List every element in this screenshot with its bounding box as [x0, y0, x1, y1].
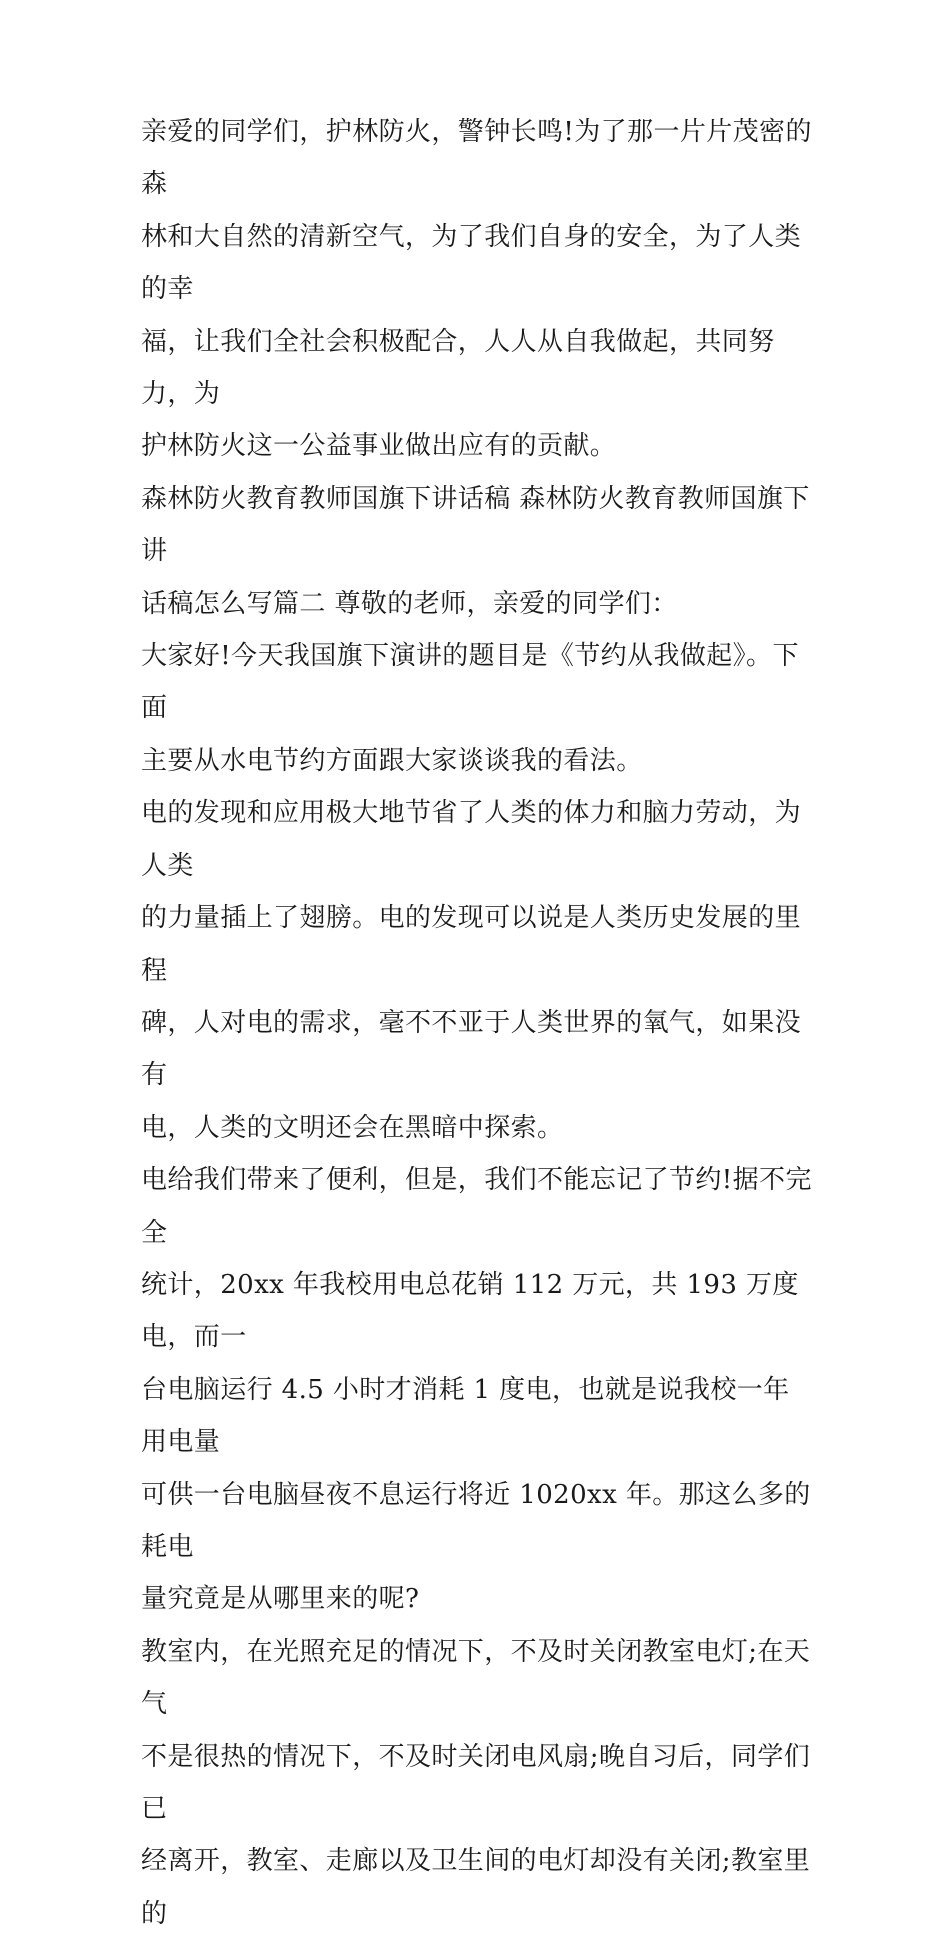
text-line: 大家好!今天我国旗下演讲的题目是《节约从我做起》。下面 [141, 641, 799, 724]
text-line: 的力量插上了翅膀。电的发现可以说是人类历史发展的里程 [141, 903, 802, 986]
paragraph [141, 106, 813, 473]
paragraph [141, 787, 813, 1154]
text-line: 电，人类的文明还会在黑暗中探索。 [141, 1112, 564, 1143]
text-line: 教室内，在光照充足的情况下，不及时关闭教室电灯;在天气 [141, 1636, 811, 1720]
text-line: 福，让我们全社会积极配合，人人从自我做起，共同努力，为 [141, 326, 775, 410]
text-line: 经离开，教室、走廊以及卫生间的电灯却没有关闭;教室里的 [141, 1846, 811, 1929]
text-line: 亲爱的同学们，护林防火，警钟长鸣!为了那一片片茂密的森 [141, 117, 812, 200]
text-line: 电的发现和应用极大地节省了人类的体力和脑力劳动，为人类 [141, 798, 802, 881]
text-line: 量究竟是从哪里来的呢? [141, 1584, 420, 1615]
text-line: 可供一台电脑昼夜不息运行将近 1020xx 年。那这么多的耗电 [141, 1479, 811, 1562]
paragraph [141, 473, 813, 630]
text-line: 森林防火教育教师国旗下讲话稿 森林防火教育教师国旗下讲 [141, 483, 810, 567]
paragraph [141, 630, 813, 787]
text-line: 林和大自然的清新空气，为了我们自身的安全，为了人类的幸 [141, 221, 802, 305]
text-line: 台电脑运行 4.5 小时才消耗 1 度电，也就是说我校一年用电量 [141, 1374, 790, 1458]
text-line: 电给我们带来了便利，但是，我们不能忘记了节约!据不完全 [141, 1165, 812, 1248]
text-line: 不是很热的情况下，不及时关闭电风扇;晚自习后，同学们已 [141, 1741, 811, 1824]
text-line: 话稿怎么写篇二 尊敬的老师，亲爱的同学们： [141, 588, 678, 619]
paragraph [141, 1154, 813, 1626]
text-line: 统计，20xx 年我校用电总花销 112 万元，共 193 万度电，而一 [141, 1269, 799, 1353]
text-line: 护林防火这一公益事业做出应有的贡献。 [141, 431, 617, 462]
text-line: 主要从水电节约方面跟大家谈谈我的看法。 [141, 745, 643, 776]
text-line: 碑，人对电的需求，毫不不亚于人类世界的氧气，如果没有 [141, 1007, 802, 1091]
document-body [141, 106, 813, 1940]
paragraph [141, 1626, 813, 1940]
